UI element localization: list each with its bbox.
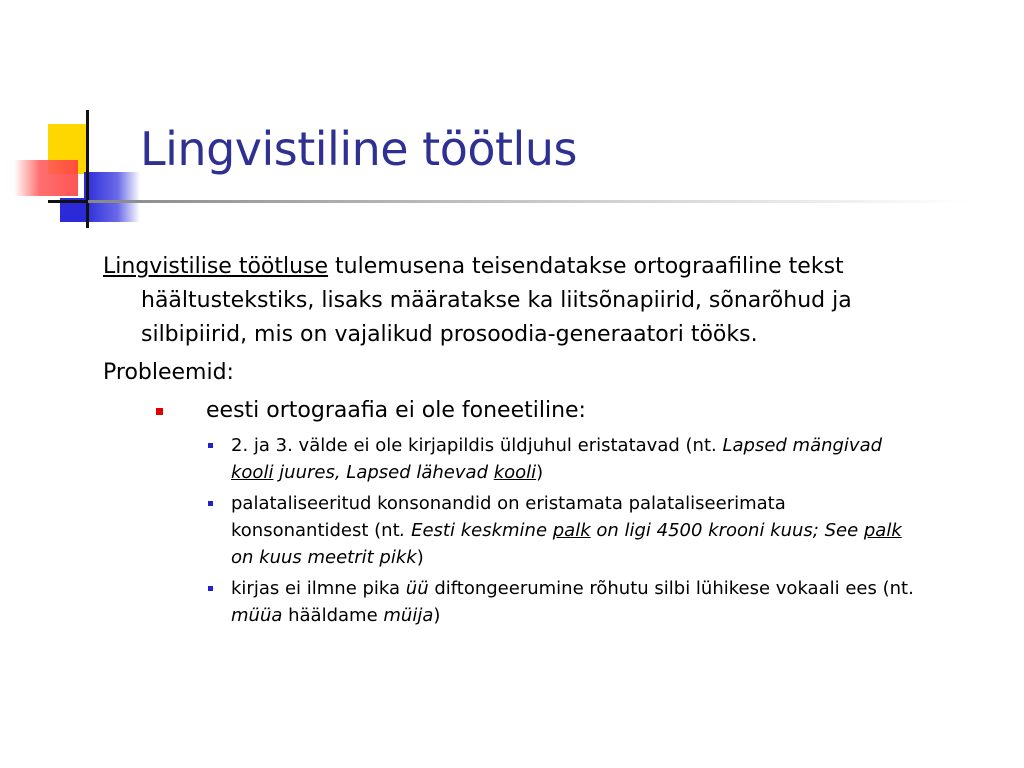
sub-bullet-text: hääldame bbox=[282, 605, 384, 626]
intro-paragraph bbox=[103, 250, 923, 352]
sub-bullet-text: palataliseeritud konsonandid on eristamata palataliseerimata konsonantidest (nt bbox=[231, 493, 786, 541]
sub-bullet-text: ) bbox=[416, 547, 424, 568]
example-italic: müija bbox=[383, 605, 434, 626]
sub-bullet-text: kirjas ei ilmne pika bbox=[231, 578, 406, 599]
blue-bullet-icon bbox=[208, 501, 213, 506]
example-underlined: kooli bbox=[493, 462, 537, 483]
example-italic: juures, Lapsed lähevad bbox=[273, 462, 494, 483]
sub-bullet-text: 2. ja 3. välde ei ole kirjapildis üldjuhul eristatavad (nt. bbox=[231, 435, 723, 456]
bullet-orthography bbox=[103, 394, 923, 428]
sub-bullet-length bbox=[103, 432, 923, 486]
example-italic: . Eesti keskmine bbox=[399, 520, 553, 541]
example-italic: on ligi 4500 krooni kuus; See bbox=[590, 520, 864, 541]
example-italic: müüa bbox=[231, 605, 283, 626]
example-italic: üü bbox=[405, 578, 429, 599]
intro-term: Lingvistilise töötluse bbox=[103, 254, 329, 279]
sub-bullet-text: ) bbox=[536, 462, 544, 483]
sub-bullet-diphthong bbox=[103, 575, 923, 629]
sub-bullet-text: ) bbox=[433, 605, 441, 626]
example-italic: Lapsed mängivad bbox=[722, 435, 883, 456]
example-underlined: palk bbox=[863, 520, 902, 541]
bullet-orthography-text: eesti ortograafia ei ole foneetiline: bbox=[206, 398, 586, 423]
red-bullet-icon bbox=[156, 408, 163, 415]
sub-bullet-text: diftongeerumine rõhutu silbi lühikese vokaali ees (nt. bbox=[428, 578, 914, 599]
logo-vertical-line bbox=[86, 110, 89, 228]
logo-red-square bbox=[14, 160, 78, 196]
blue-bullet-icon bbox=[208, 586, 213, 591]
example-underlined: kooli bbox=[231, 462, 274, 483]
decorative-logo bbox=[0, 0, 160, 240]
slide-body bbox=[103, 250, 923, 629]
intro-text: tulemusena teisendatakse ortograafiline tekst häältustekstiks, lisaks määratakse ka liitsõnapiirid, sõnarõhud ja silbipiirid, mis on vajalikud prosoodia-generaatori tööks. bbox=[141, 254, 852, 347]
sub-bullet-palatalization bbox=[103, 490, 923, 571]
example-italic: on kuus meetrit pikk bbox=[231, 547, 417, 568]
logo-blue-square bbox=[84, 172, 140, 222]
slide-title: Lingvistiline töötlus bbox=[140, 122, 577, 176]
blue-bullet-icon bbox=[208, 443, 213, 448]
problems-label: Probleemid: bbox=[103, 360, 234, 385]
title-rule bbox=[88, 200, 968, 203]
example-underlined: palk bbox=[552, 520, 591, 541]
